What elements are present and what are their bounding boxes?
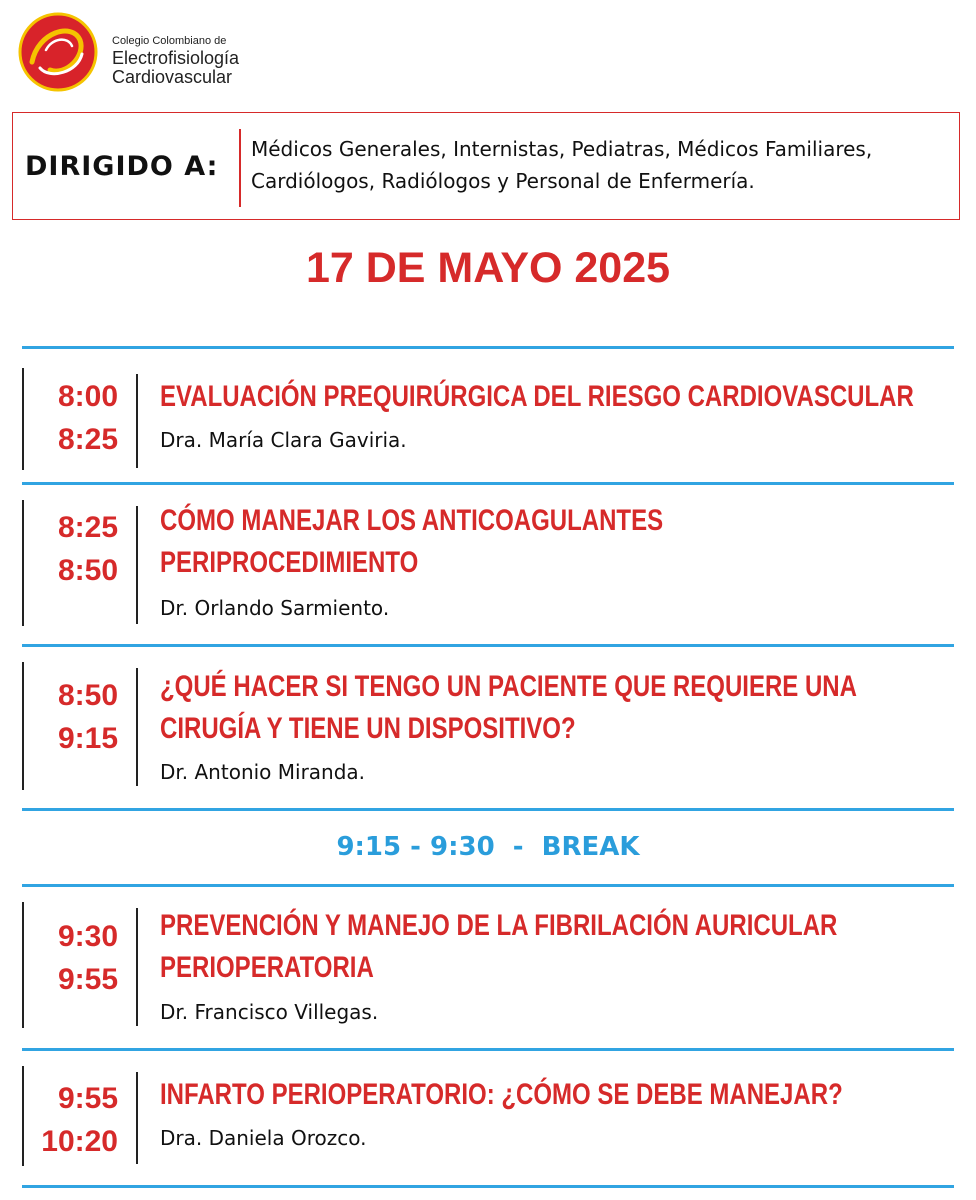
time-divider — [136, 908, 138, 1026]
divider-line — [22, 808, 954, 811]
session-speaker: Dra. María Clara Gaviria. — [160, 428, 407, 452]
divider-line — [22, 346, 954, 349]
logo-emblem-icon — [16, 10, 100, 94]
session-title-line-1: INFARTO PERIOPERATORIO: ¿CÓMO SE DEBE MANEJAR? — [160, 1078, 843, 1111]
session-end-time: 8:25 — [57, 423, 118, 456]
session-time — [22, 674, 118, 760]
session-end-time: 9:15 — [57, 722, 118, 755]
session-start-time: 8:25 — [57, 511, 118, 544]
session-title-line-2: PERIOPERATORIA — [160, 951, 374, 984]
time-divider — [136, 1072, 138, 1164]
divider-line — [22, 482, 954, 485]
session-title-line-2: PERIPROCEDIMIENTO — [160, 546, 419, 579]
logo-line-2: Electrofisiología — [112, 48, 240, 68]
session-time — [22, 506, 118, 592]
session-row — [22, 1066, 954, 1170]
divider-line — [22, 1048, 954, 1051]
session-title-line-1: CÓMO MANEJAR LOS ANTICOAGULANTES — [160, 504, 664, 537]
session-speaker: Dr. Antonio Miranda. — [160, 760, 366, 784]
audience-line-2: Cardiólogos, Radiólogos y Personal de Enfermería. — [251, 169, 755, 193]
logo — [16, 10, 276, 94]
audience-text — [251, 133, 951, 197]
session-row — [22, 662, 954, 790]
session-start-time: 8:50 — [57, 679, 118, 712]
session-row — [22, 368, 954, 472]
session-row — [22, 902, 954, 1030]
session-start-time: 9:30 — [57, 920, 118, 953]
session-title-line-1: PREVENCIÓN Y MANEJO DE LA FIBRILACIÓN AURICULAR — [160, 909, 838, 942]
event-date: 17 DE MAYO 2025 — [305, 244, 671, 292]
session-speaker: Dr. Francisco Villegas. — [160, 1000, 379, 1024]
break-label: 9:15 - 9:30 - BREAK — [336, 832, 640, 862]
audience-label: DIRIGIDO A: — [25, 151, 219, 182]
session-time — [22, 375, 118, 461]
session-title — [160, 666, 857, 750]
session-title — [160, 500, 792, 584]
session-speaker: Dra. Daniela Orozco. — [160, 1126, 367, 1150]
session-time — [22, 1077, 118, 1163]
session-title — [160, 905, 838, 989]
time-divider — [136, 668, 138, 786]
time-divider — [136, 374, 138, 468]
session-title-line-1: ¿QUÉ HACER SI TENGO UN PACIENTE QUE REQUIERE UNA — [160, 670, 857, 703]
audience-box — [12, 112, 960, 220]
session-start-time: 9:55 — [57, 1082, 118, 1115]
session-end-time: 9:55 — [57, 963, 118, 996]
session-title — [160, 1074, 843, 1116]
session-title-line-2: CIRUGÍA Y TIENE UN DISPOSITIVO? — [160, 712, 576, 745]
session-title-line-1: EVALUACIÓN PREQUIRÚRGICA DEL RIESGO CARDIOVASCULAR — [160, 380, 914, 413]
session-row — [22, 500, 954, 628]
divider-line — [22, 884, 954, 887]
logo-line-3: Cardiovascular — [112, 67, 233, 87]
session-end-time: 8:50 — [57, 554, 118, 587]
audience-divider — [239, 129, 241, 207]
audience-line-1: Médicos Generales, Internistas, Pediatras, Médicos Familiares, — [251, 137, 873, 161]
session-speaker: Dr. Orlando Sarmiento. — [160, 596, 390, 620]
session-title — [160, 376, 914, 418]
session-end-time: 10:20 — [41, 1125, 118, 1158]
divider-line — [22, 644, 954, 647]
time-divider — [136, 506, 138, 624]
session-start-time: 8:00 — [57, 380, 118, 413]
logo-line-1: Colegio Colombiano de — [112, 35, 227, 47]
session-time — [22, 915, 118, 1001]
divider-line — [22, 1185, 954, 1188]
